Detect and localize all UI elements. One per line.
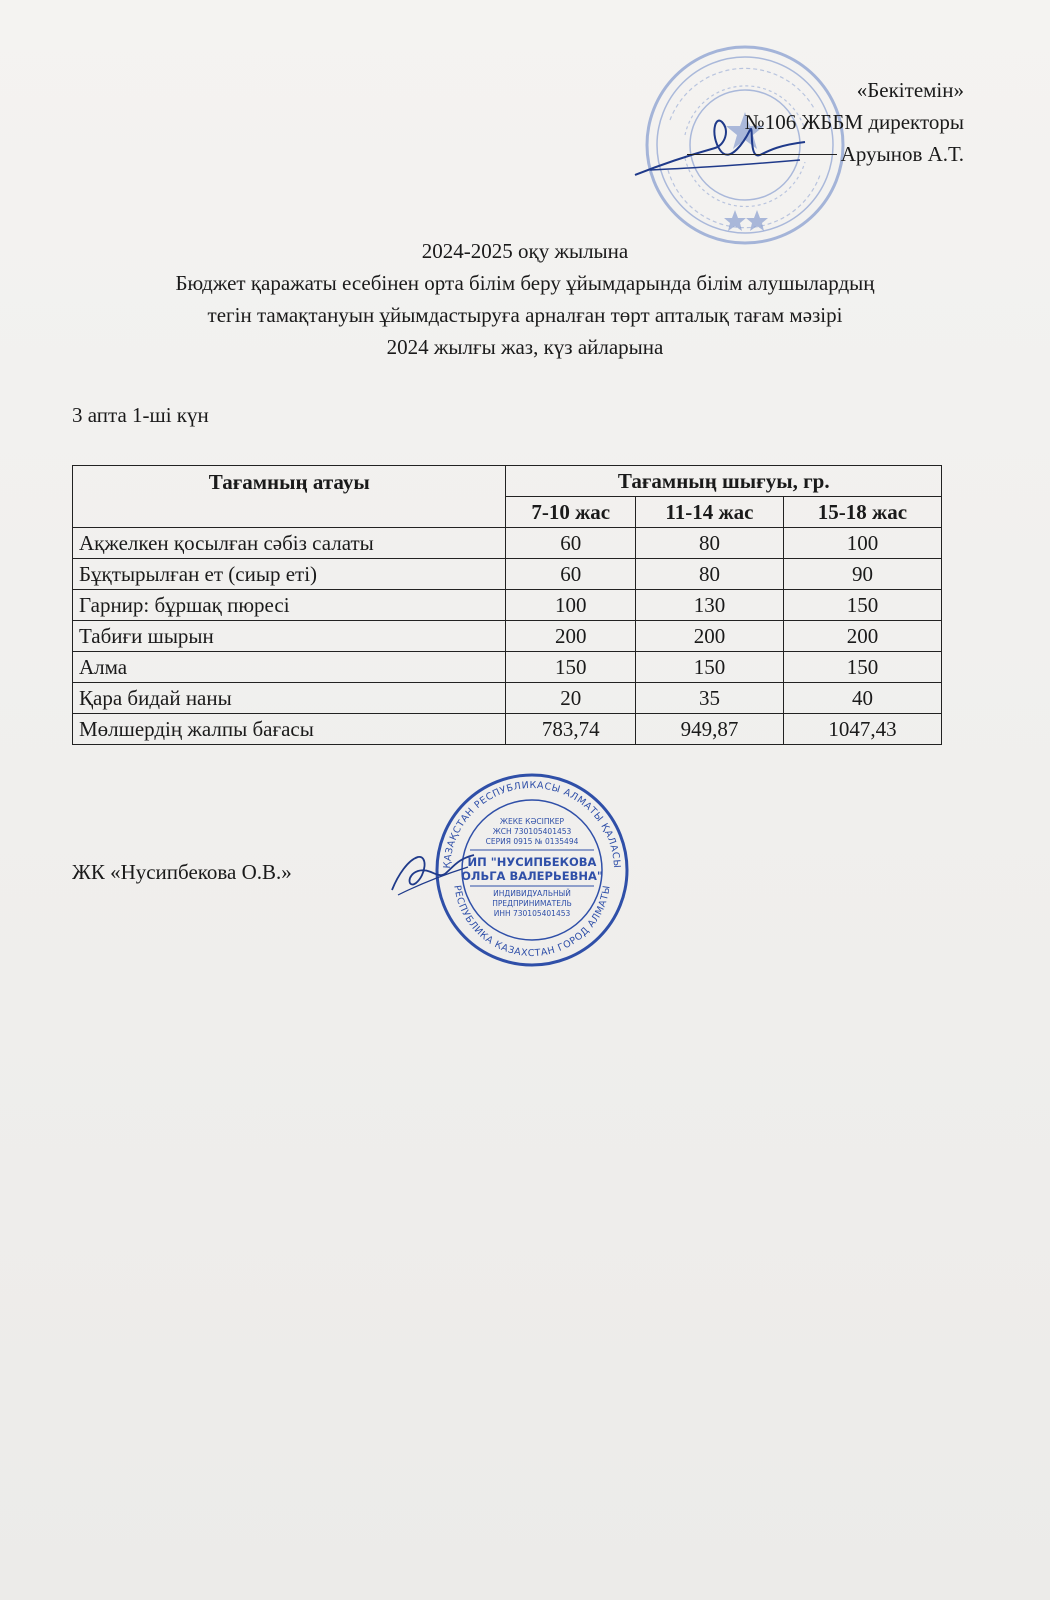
dish-value: 150 (783, 652, 941, 683)
approval-block (664, 74, 964, 170)
table-row (73, 621, 942, 652)
dish-value: 35 (636, 683, 784, 714)
title-line-4: 2024 жылғы жаз, күз айларына (386, 335, 664, 359)
stamp-inner-line-3: СЕРИЯ 0915 № 0135494 (485, 837, 579, 846)
header-yield: Тағамның шығуы, гр. (506, 466, 942, 497)
table-row (73, 528, 942, 559)
header-age-group: 15-18 жас (783, 497, 941, 528)
title-line-3: тегін тамақтануын ұйымдастыруға арналған төрт апталық тағам мәзірі (207, 303, 843, 327)
stamp-lower-line-2: ПРЕДПРИНИМАТЕЛЬ (492, 899, 572, 908)
title-line-2: Бюджет қаражаты есебінен орта білім беру ұйымдарында білім алушылардың (175, 271, 875, 295)
approval-heading: «Бекітемін» (856, 78, 964, 102)
dish-value: 150 (783, 590, 941, 621)
header-age-group: 11-14 жас (636, 497, 784, 528)
stamp-lower-line-3: ИНН 730105401453 (493, 909, 571, 918)
dish-name: Табиғи шырын (73, 621, 506, 652)
total-cost-value: 949,87 (636, 714, 784, 745)
dish-value: 80 (636, 528, 784, 559)
dish-name: Алма (73, 652, 506, 683)
table-total-row (73, 714, 942, 745)
approval-signer-name: Аруынов А.Т. (840, 142, 964, 166)
dish-value: 60 (506, 559, 636, 590)
table-row (73, 559, 942, 590)
dish-value: 100 (783, 528, 941, 559)
dish-value: 20 (506, 683, 636, 714)
table-row (73, 683, 942, 714)
entrepreneur-signature (388, 845, 478, 905)
stamp-lower-line-1: ИНДИВИДУАЛЬНЫЙ (493, 889, 571, 898)
table-row (73, 590, 942, 621)
document-title (40, 235, 1010, 363)
dish-value: 100 (506, 590, 636, 621)
stamp-center-line-1: ИП "НУСИПБЕКОВА (467, 855, 597, 869)
total-cost-label: Мөлшердің жалпы бағасы (73, 714, 506, 745)
table-row (73, 652, 942, 683)
header-age-group: 7-10 жас (506, 497, 636, 528)
stamp-outer-top-text: ҚАЗАҚСТАН РЕСПУБЛИКАСЫ АЛМАТЫ ҚАЛАСЫ (441, 779, 623, 869)
dish-value: 130 (636, 590, 784, 621)
day-label: 3 апта 1-ші күн (72, 403, 209, 427)
approval-signer-line (664, 138, 964, 170)
stamp-outer-bottom-text: РЕСПУБЛИКА КАЗАХСТАН ГОРОД АЛМАТЫ (451, 884, 613, 960)
dish-name: Қара бидай наны (73, 683, 506, 714)
dish-value: 60 (506, 528, 636, 559)
total-cost-value: 1047,43 (783, 714, 941, 745)
approval-position: №106 ЖББМ директоры (744, 110, 964, 134)
dish-name: Гарнир: бұршақ пюресі (73, 590, 506, 621)
dish-value: 80 (636, 559, 784, 590)
table-header-row (73, 466, 942, 497)
signatory-label: ЖК «Нусипбекова О.В.» (72, 860, 292, 884)
title-line-1: 2024-2025 оқу жылына (421, 239, 629, 263)
dish-value: 90 (783, 559, 941, 590)
dish-value: 200 (506, 621, 636, 652)
stamp-center-line-2: ОЛЬГА ВАЛЕРЬЕВНА" (461, 869, 603, 883)
dish-name: Бұқтырылған ет (сиыр еті) (73, 559, 506, 590)
dish-value: 40 (783, 683, 941, 714)
stamp-inner-line-1: ЖЕКЕ КӘСІПКЕР (499, 817, 565, 826)
menu-table (72, 465, 942, 745)
dish-value: 150 (506, 652, 636, 683)
header-dish-name: Тағамның атауы (73, 466, 506, 528)
dish-value: 200 (783, 621, 941, 652)
dish-value: 200 (636, 621, 784, 652)
stamp-inner-line-2: ЖСН 730105401453 (492, 827, 572, 836)
dish-name: Ақжелкен қосылған сәбіз салаты (73, 528, 506, 559)
dish-value: 150 (636, 652, 784, 683)
total-cost-value: 783,74 (506, 714, 636, 745)
signature-underline (687, 154, 837, 155)
